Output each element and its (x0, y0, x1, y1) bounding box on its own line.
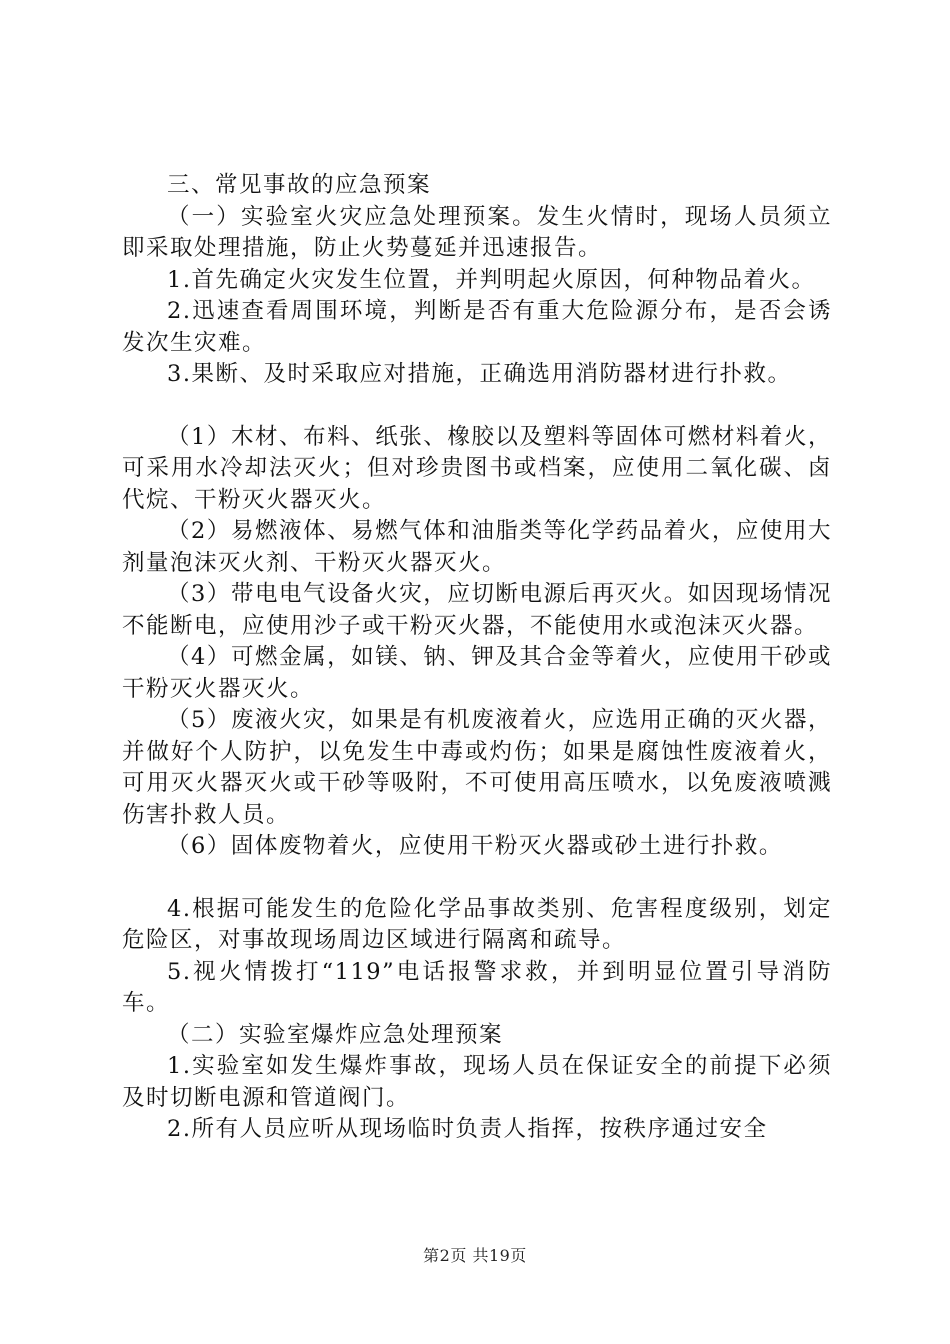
fire-step-5: 5.视火情拨打“119”电话报警求救，并到明显位置引导消防车。 (122, 958, 832, 1016)
fire-method-3: （3）带电电气设备火灾，应切断电源后再灭火。如因现场情况不能断电，应使用沙子或干粉灭火器，不能使用水或泡沫灭火器。 (122, 581, 832, 639)
fire-step-2: 2.迅速查看周围环境，判断是否有重大危险源分布，是否会诱发次生灾难。 (122, 298, 832, 356)
fire-method-5: （5）废液火灾，如果是有机废液着火，应选用正确的灭火器，并做好个人防护，以免发生中毒或灼伤；如果是腐蚀性废液着火，可用灭火器灭火或干砂等吸附，不可使用高压喷水，以免废液喷溅伤害扑救人员。 (122, 707, 832, 828)
explosion-step-2: 2.所有人员应听从现场临时负责人指挥，按秩序通过安全 (167, 1116, 768, 1142)
fire-step-4: 4.根据可能发生的危险化学品事故类别、危害程度级别，划定危险区，对事故现场周边区域进行隔离和疏导。 (122, 895, 832, 953)
section-heading: 三、常见事故的应急预案 (167, 172, 432, 198)
explosion-step-1: 1.实验室如发生爆炸事故，现场人员在保证安全的前提下必须及时切断电源和管道阀门。 (122, 1053, 832, 1111)
fire-method-2: （2）易燃液体、易燃气体和油脂类等化学药品着火，应使用大剂量泡沫灭火剂、干粉灭火器灭火。 (122, 518, 832, 576)
document-body (122, 170, 832, 1146)
fire-method-6: （6）固体废物着火，应使用干粉灭火器或砂土进行扑救。 (167, 833, 783, 859)
fire-plan-intro: （一）实验室火灾应急处理预案。发生火情时，现场人员须立即采取处理措施，防止火势蔓延并迅速报告。 (122, 203, 832, 261)
fire-method-4: （4）可燃金属，如镁、钠、钾及其合金等着火，应使用干砂或干粉灭火器灭火。 (122, 644, 832, 702)
paragraph-spacer (122, 391, 832, 422)
fire-step-3: 3.果断、及时采取应对措施，正确选用消防器材进行扑救。 (167, 361, 792, 387)
page-number-footer: 第2页 共19页 (423, 1246, 527, 1265)
explosion-plan-intro: （二）实验室爆炸应急处理预案 (167, 1021, 504, 1048)
paragraph-spacer (122, 863, 832, 894)
fire-method-1: （1）木材、布料、纸张、橡胶以及塑料等固体可燃材料着火，可采用水冷却法灭火；但对珍贵图书或档案，应使用二氧化碳、卤代烷、干粉灭火器灭火。 (122, 423, 832, 513)
fire-step-1: 1.首先确定火灾发生位置，并判明起火原因，何种物品着火。 (167, 266, 816, 293)
